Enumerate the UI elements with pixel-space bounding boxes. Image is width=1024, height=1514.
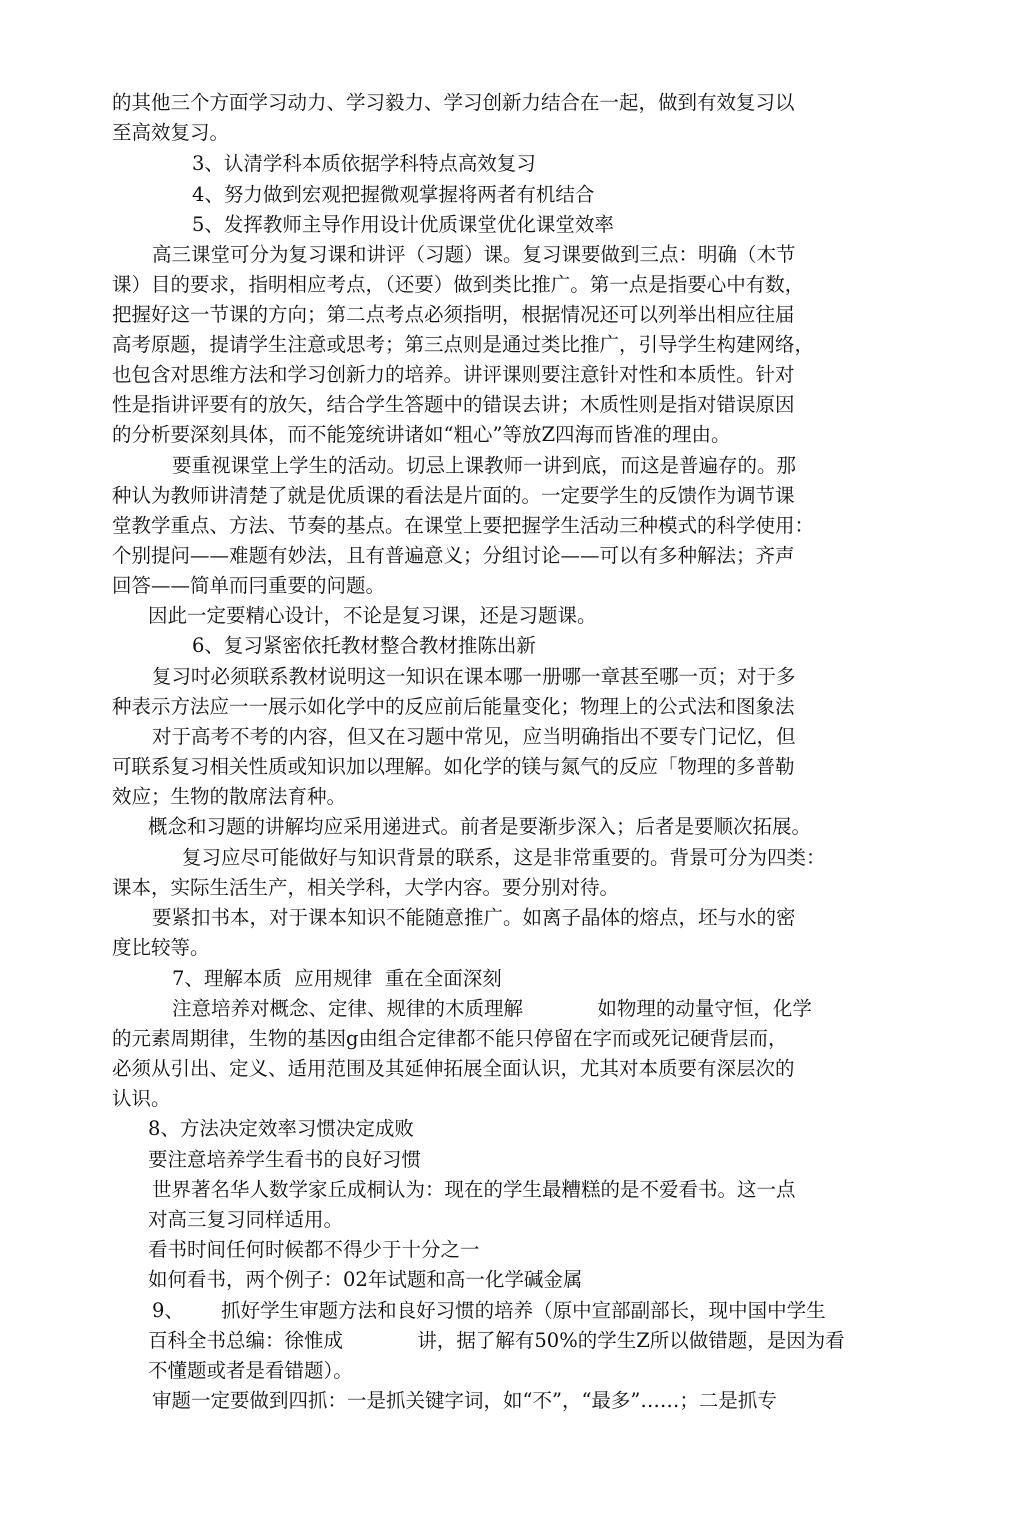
heading-3: 3、认清学科本质依据学科特点高效复习 (192, 152, 536, 175)
text-line: 课本，实际生活生产，相关学科，大学内容。要分别对待。 (112, 876, 620, 899)
text-line: 百科全书总编：徐惟成 讲，据了解有50%的学生Z所以做错题，是因为看 (148, 1329, 845, 1352)
text-line: 的元素周期律，生物的基因g由组合定律都不能只停留在字而或死记硬背层而， (112, 1027, 788, 1050)
text-line: 高考原题，提请学生注意或思考；第三点则是通过类比推广，引导学生构建网络， (112, 333, 815, 356)
text-line: 回答——简单而冃重要的问题。 (112, 574, 386, 597)
text-line: 对于高考不考的内容，但又在习题中常见，应当明确指出不要专门记忆，但 (152, 725, 796, 748)
text-line: 效应；生物的散席法育种。 (112, 785, 347, 808)
text-line: 种认为教师讲清楚了就是优质课的看法是片面的。一定要学生的反馈作为调节课 (112, 484, 795, 507)
text-line: 至高效复习。 (112, 121, 230, 144)
text-line: 的其他三个方面学习动力、学习毅力、学习创新力结合在一起，做到有效复习以 (112, 91, 795, 114)
text-line: 的分析要深刻具体，而不能笼统讲诸如“粗心”等放Z四海而皆准的理由。 (112, 423, 731, 446)
text-line: 性是指讲评要有的放矢，结合学生答题中的错误去讲；木质性则是指对错误原因 (112, 393, 795, 416)
heading-9: 9、 抓好学生审题方法和良好习惯的培养（原中宣部副部长，现中国中学生 (152, 1299, 826, 1322)
text-line: 高三课堂可分为复习课和讲评（习题）课。复习课要做到三点：明确（木节 (152, 243, 796, 266)
text-line: 课）目的要求，指明相应考点，（还要）做到类比推广。第一点是指要心中有数， (112, 273, 805, 296)
text-line: 不懂题或者是看错题）。 (148, 1359, 353, 1382)
text-line: 对高三复习同样适用。 (148, 1208, 344, 1231)
text-line: 也包含对思维方法和学习创新力的培养。讲评课则要注意针对性和本质性。针对 (112, 363, 795, 386)
text-line: 度比较等。 (112, 936, 210, 959)
text-line: 个别提问——难题有妙法，且有普遍意义；分组讨论——可以有多种解法；齐声 (112, 544, 795, 567)
text-line: 复习吋必须联系教材说明这一知识在课本哪一册哪一章甚至哪一页；对于多 (152, 665, 796, 688)
text-line: 如何看书，两个例子：02年试题和高一化学碱金属 (148, 1268, 583, 1291)
heading-4: 4、努力做到宏观把握微观掌握将两者有机结合 (192, 183, 595, 206)
text-line: 必须从引出、定义、适用范围及其延伸拓展全面认识，尤其对本质要有深层次的 (112, 1057, 795, 1080)
text-line: 把握好这一节课的方向；第二点考点必须指明，根据情况还可以列举出相应往届 (112, 303, 795, 326)
text-line: 看书时间任何时候都不得少于十分之一 (148, 1238, 480, 1261)
text-line: 认识。 (112, 1087, 171, 1110)
text-line: 概念和习题的讲解均应采用递进式。前者是要渐步深入；后者是要顺次拓展。 (148, 815, 812, 838)
text-line: 可联系复习相关性质或知识加以理解。如化学的镁与氮气的反应「物理的多普勒 (112, 755, 795, 778)
text-line: 复习应尽可能做好与知识背景的联系，这是非常重要的。背景可分为四类： (182, 846, 826, 869)
text-line: 要注意培养学生看书的良好习惯 (148, 1148, 422, 1171)
text-line: 要重视课堂上学生的活动。切忌上课教师一讲到底，而这是普遍存的。那 (172, 454, 797, 477)
text-line: 世界著名华人数学家丘成桐认为：现在的学生最糟糕的是不爱看书。这一点 (152, 1178, 796, 1201)
text-line: 要紧扣书本，对于课本知识不能随意推广。如离子晶体的熔点，坯与水的密 (152, 906, 796, 929)
text-line: 因此一定要精心设计，不论是复习课，还是习题课。 (148, 604, 597, 627)
heading-6: 6、复习紧密依托教材整合教材推陈出新 (192, 634, 536, 657)
text-line: 注意培养对概念、定律、规律的木质理解 如物理的动量守恒，化学 (172, 997, 812, 1020)
heading-7: 7、理解本质 应用规律 重在全面深刻 (172, 967, 502, 990)
heading-5: 5、发挥教师主导作用设计优质课堂优化课堂效率 (192, 213, 614, 236)
text-line: 审题一定要做到四抓：一是抓关键字词，如“不”，“最多”……；二是抓专 (152, 1389, 777, 1412)
text-line: 堂教学重点、方法、节奏的基点。在课堂上要把握学生活动三种模式的科学使用： (112, 514, 815, 537)
heading-8: 8、方法决定效率习惯决定成败 (148, 1117, 414, 1140)
text-line: 种表示方法应一一展示如化学中的反应前后能量变化；物理上的公式法和图象法 (112, 695, 795, 718)
